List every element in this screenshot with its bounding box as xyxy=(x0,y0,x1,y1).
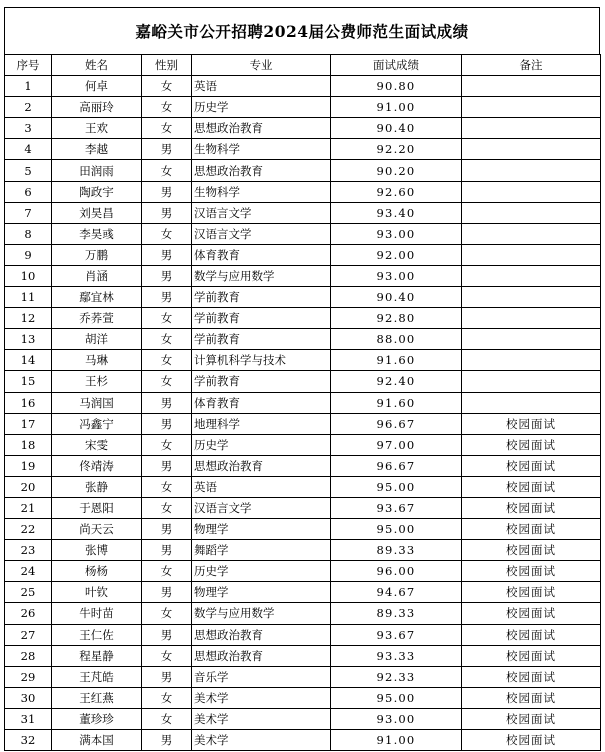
cell-no: 27 xyxy=(5,624,52,645)
cell-name: 肖涵 xyxy=(52,265,142,286)
cell-note: 校园面试 xyxy=(462,519,601,540)
cell-score: 93.33 xyxy=(331,645,462,666)
table-row xyxy=(5,645,601,666)
table-row xyxy=(5,582,601,603)
cell-no: 22 xyxy=(5,519,52,540)
cell-major: 地理科学 xyxy=(192,413,331,434)
cell-sex: 男 xyxy=(142,413,192,434)
cell-major: 汉语言文学 xyxy=(192,202,331,223)
table-row xyxy=(5,476,601,497)
cell-no: 7 xyxy=(5,202,52,223)
cell-name: 万鹏 xyxy=(52,244,142,265)
table-row xyxy=(5,181,601,202)
cell-name: 马琳 xyxy=(52,350,142,371)
cell-sex: 男 xyxy=(142,519,192,540)
cell-name: 冯鑫宁 xyxy=(52,413,142,434)
cell-no: 19 xyxy=(5,455,52,476)
cell-score: 96.00 xyxy=(331,561,462,582)
cell-score: 94.67 xyxy=(331,582,462,603)
cell-sex: 女 xyxy=(142,308,192,329)
cell-major: 历史学 xyxy=(192,97,331,118)
cell-sex: 女 xyxy=(142,708,192,729)
cell-note xyxy=(462,287,601,308)
table-row xyxy=(5,139,601,160)
cell-sex: 女 xyxy=(142,476,192,497)
cell-sex: 男 xyxy=(142,392,192,413)
cell-no: 12 xyxy=(5,308,52,329)
cell-sex: 男 xyxy=(142,455,192,476)
cell-name: 董珍珍 xyxy=(52,708,142,729)
table-row xyxy=(5,76,601,97)
table-row xyxy=(5,329,601,350)
cell-score: 92.20 xyxy=(331,139,462,160)
cell-score: 95.00 xyxy=(331,519,462,540)
cell-score: 90.40 xyxy=(331,287,462,308)
cell-score: 92.40 xyxy=(331,371,462,392)
header-score: 面试成绩 xyxy=(331,55,462,76)
table-body xyxy=(5,76,601,751)
cell-no: 18 xyxy=(5,434,52,455)
cell-score: 93.67 xyxy=(331,624,462,645)
table-row xyxy=(5,287,601,308)
cell-note xyxy=(462,329,601,350)
cell-major: 计算机科学与技术 xyxy=(192,350,331,371)
cell-name: 叶钦 xyxy=(52,582,142,603)
cell-score: 92.80 xyxy=(331,308,462,329)
cell-sex: 女 xyxy=(142,645,192,666)
table-row xyxy=(5,392,601,413)
cell-no: 20 xyxy=(5,476,52,497)
cell-major: 思想政治教育 xyxy=(192,624,331,645)
cell-name: 尚天云 xyxy=(52,519,142,540)
cell-score: 93.40 xyxy=(331,202,462,223)
table-row xyxy=(5,540,601,561)
cell-no: 2 xyxy=(5,97,52,118)
cell-name: 鄢宜林 xyxy=(52,287,142,308)
cell-note xyxy=(462,223,601,244)
table-row xyxy=(5,160,601,181)
cell-score: 92.60 xyxy=(331,181,462,202)
cell-major: 历史学 xyxy=(192,434,331,455)
cell-sex: 女 xyxy=(142,350,192,371)
cell-name: 陶政宇 xyxy=(52,181,142,202)
table-row xyxy=(5,118,601,139)
cell-note: 校园面试 xyxy=(462,497,601,518)
title-row xyxy=(4,7,600,54)
cell-name: 程星静 xyxy=(52,645,142,666)
cell-note: 校园面试 xyxy=(462,666,601,687)
cell-major: 英语 xyxy=(192,76,331,97)
cell-name: 张博 xyxy=(52,540,142,561)
cell-no: 14 xyxy=(5,350,52,371)
cell-name: 王仁佐 xyxy=(52,624,142,645)
table-row xyxy=(5,455,601,476)
cell-major: 舞蹈学 xyxy=(192,540,331,561)
cell-note: 校园面试 xyxy=(462,730,601,751)
header-major: 专业 xyxy=(192,55,331,76)
cell-note xyxy=(462,139,601,160)
cell-note xyxy=(462,350,601,371)
cell-no: 24 xyxy=(5,561,52,582)
cell-no: 25 xyxy=(5,582,52,603)
header-name: 姓名 xyxy=(52,55,142,76)
cell-note: 校园面试 xyxy=(462,582,601,603)
cell-sex: 女 xyxy=(142,371,192,392)
cell-major: 思想政治教育 xyxy=(192,118,331,139)
cell-score: 91.60 xyxy=(331,350,462,371)
cell-sex: 女 xyxy=(142,687,192,708)
cell-note: 校园面试 xyxy=(462,645,601,666)
table-row xyxy=(5,519,601,540)
cell-note: 校园面试 xyxy=(462,476,601,497)
cell-score: 91.00 xyxy=(331,730,462,751)
cell-sex: 男 xyxy=(142,265,192,286)
table-row xyxy=(5,97,601,118)
cell-major: 数学与应用数学 xyxy=(192,603,331,624)
header-sex: 性别 xyxy=(142,55,192,76)
cell-major: 生物科学 xyxy=(192,181,331,202)
table-row xyxy=(5,244,601,265)
cell-no: 13 xyxy=(5,329,52,350)
cell-major: 英语 xyxy=(192,476,331,497)
cell-name: 马润国 xyxy=(52,392,142,413)
cell-major: 美术学 xyxy=(192,730,331,751)
cell-no: 1 xyxy=(5,76,52,97)
cell-sex: 女 xyxy=(142,329,192,350)
cell-no: 31 xyxy=(5,708,52,729)
cell-name: 王芃皓 xyxy=(52,666,142,687)
cell-no: 30 xyxy=(5,687,52,708)
table-row xyxy=(5,666,601,687)
table-row xyxy=(5,371,601,392)
cell-no: 17 xyxy=(5,413,52,434)
cell-note xyxy=(462,160,601,181)
cell-major: 思想政治教育 xyxy=(192,160,331,181)
cell-no: 3 xyxy=(5,118,52,139)
cell-major: 体育教育 xyxy=(192,244,331,265)
cell-major: 美术学 xyxy=(192,708,331,729)
table-row xyxy=(5,350,601,371)
cell-score: 89.33 xyxy=(331,540,462,561)
cell-name: 王红燕 xyxy=(52,687,142,708)
cell-sex: 女 xyxy=(142,603,192,624)
cell-sex: 女 xyxy=(142,497,192,518)
table-row xyxy=(5,603,601,624)
cell-score: 88.00 xyxy=(331,329,462,350)
cell-no: 11 xyxy=(5,287,52,308)
table-row xyxy=(5,223,601,244)
cell-score: 92.33 xyxy=(331,666,462,687)
table-row xyxy=(5,687,601,708)
cell-sex: 男 xyxy=(142,139,192,160)
cell-major: 汉语言文学 xyxy=(192,497,331,518)
cell-sex: 女 xyxy=(142,97,192,118)
cell-major: 生物科学 xyxy=(192,139,331,160)
cell-note: 校园面试 xyxy=(462,624,601,645)
cell-note xyxy=(462,202,601,223)
cell-score: 93.00 xyxy=(331,265,462,286)
cell-major: 学前教育 xyxy=(192,287,331,308)
cell-major: 学前教育 xyxy=(192,308,331,329)
cell-major: 学前教育 xyxy=(192,329,331,350)
cell-major: 物理学 xyxy=(192,519,331,540)
cell-note xyxy=(462,371,601,392)
cell-sex: 男 xyxy=(142,244,192,265)
cell-name: 乔荞萱 xyxy=(52,308,142,329)
cell-note xyxy=(462,244,601,265)
cell-name: 杨杨 xyxy=(52,561,142,582)
cell-major: 数学与应用数学 xyxy=(192,265,331,286)
cell-name: 田润雨 xyxy=(52,160,142,181)
table-row xyxy=(5,265,601,286)
cell-score: 91.00 xyxy=(331,97,462,118)
cell-note xyxy=(462,76,601,97)
cell-score: 89.33 xyxy=(331,603,462,624)
cell-score: 91.60 xyxy=(331,392,462,413)
cell-major: 思想政治教育 xyxy=(192,455,331,476)
cell-name: 王欢 xyxy=(52,118,142,139)
cell-score: 90.20 xyxy=(331,160,462,181)
cell-name: 何卓 xyxy=(52,76,142,97)
cell-score: 93.00 xyxy=(331,223,462,244)
table-row xyxy=(5,413,601,434)
table-row xyxy=(5,434,601,455)
cell-note: 校园面试 xyxy=(462,603,601,624)
cell-no: 23 xyxy=(5,540,52,561)
cell-score: 90.40 xyxy=(331,118,462,139)
cell-no: 32 xyxy=(5,730,52,751)
cell-no: 15 xyxy=(5,371,52,392)
cell-sex: 男 xyxy=(142,666,192,687)
cell-score: 97.00 xyxy=(331,434,462,455)
cell-sex: 女 xyxy=(142,76,192,97)
cell-name: 王杉 xyxy=(52,371,142,392)
cell-major: 音乐学 xyxy=(192,666,331,687)
cell-no: 16 xyxy=(5,392,52,413)
score-table xyxy=(4,54,601,751)
cell-score: 95.00 xyxy=(331,687,462,708)
cell-name: 张静 xyxy=(52,476,142,497)
cell-note: 校园面试 xyxy=(462,540,601,561)
cell-no: 26 xyxy=(5,603,52,624)
cell-score: 93.67 xyxy=(331,497,462,518)
cell-name: 高丽玲 xyxy=(52,97,142,118)
cell-score: 95.00 xyxy=(331,476,462,497)
cell-score: 96.67 xyxy=(331,455,462,476)
cell-no: 28 xyxy=(5,645,52,666)
table-row xyxy=(5,730,601,751)
cell-note: 校园面试 xyxy=(462,708,601,729)
cell-name: 宋雯 xyxy=(52,434,142,455)
cell-note xyxy=(462,265,601,286)
cell-name: 牛时苗 xyxy=(52,603,142,624)
cell-note: 校园面试 xyxy=(462,561,601,582)
cell-name: 胡洋 xyxy=(52,329,142,350)
cell-sex: 女 xyxy=(142,561,192,582)
cell-major: 美术学 xyxy=(192,687,331,708)
cell-score: 96.67 xyxy=(331,413,462,434)
score-sheet xyxy=(4,7,600,749)
cell-sex: 男 xyxy=(142,540,192,561)
header-no: 序号 xyxy=(5,55,52,76)
cell-major: 历史学 xyxy=(192,561,331,582)
cell-note xyxy=(462,97,601,118)
cell-sex: 男 xyxy=(142,582,192,603)
cell-name: 满本国 xyxy=(52,730,142,751)
cell-note xyxy=(462,392,601,413)
table-row xyxy=(5,624,601,645)
table-row xyxy=(5,202,601,223)
page-title: 嘉峪关市公开招聘2024届公费师范生面试成绩 xyxy=(135,22,469,41)
cell-score: 93.00 xyxy=(331,708,462,729)
cell-no: 21 xyxy=(5,497,52,518)
cell-score: 90.80 xyxy=(331,76,462,97)
cell-sex: 男 xyxy=(142,181,192,202)
table-row xyxy=(5,497,601,518)
cell-note: 校园面试 xyxy=(462,413,601,434)
table-row xyxy=(5,308,601,329)
cell-note: 校园面试 xyxy=(462,687,601,708)
cell-name: 于恩阳 xyxy=(52,497,142,518)
cell-major: 思想政治教育 xyxy=(192,645,331,666)
cell-no: 8 xyxy=(5,223,52,244)
cell-sex: 女 xyxy=(142,434,192,455)
cell-note: 校园面试 xyxy=(462,434,601,455)
cell-sex: 女 xyxy=(142,223,192,244)
cell-name: 刘昊昌 xyxy=(52,202,142,223)
cell-sex: 男 xyxy=(142,730,192,751)
cell-sex: 男 xyxy=(142,287,192,308)
cell-note xyxy=(462,308,601,329)
cell-note xyxy=(462,118,601,139)
cell-no: 10 xyxy=(5,265,52,286)
cell-major: 体育教育 xyxy=(192,392,331,413)
cell-sex: 女 xyxy=(142,160,192,181)
cell-major: 学前教育 xyxy=(192,371,331,392)
cell-name: 李越 xyxy=(52,139,142,160)
cell-no: 5 xyxy=(5,160,52,181)
cell-name: 佟靖涛 xyxy=(52,455,142,476)
cell-sex: 女 xyxy=(142,118,192,139)
cell-score: 92.00 xyxy=(331,244,462,265)
cell-note: 校园面试 xyxy=(462,455,601,476)
cell-major: 物理学 xyxy=(192,582,331,603)
table-row xyxy=(5,708,601,729)
header-row xyxy=(5,55,601,76)
table-row xyxy=(5,561,601,582)
cell-name: 李昊彧 xyxy=(52,223,142,244)
cell-major: 汉语言文学 xyxy=(192,223,331,244)
header-note: 备注 xyxy=(462,55,601,76)
cell-no: 9 xyxy=(5,244,52,265)
cell-sex: 男 xyxy=(142,624,192,645)
cell-no: 4 xyxy=(5,139,52,160)
cell-no: 6 xyxy=(5,181,52,202)
cell-no: 29 xyxy=(5,666,52,687)
cell-sex: 男 xyxy=(142,202,192,223)
cell-note xyxy=(462,181,601,202)
